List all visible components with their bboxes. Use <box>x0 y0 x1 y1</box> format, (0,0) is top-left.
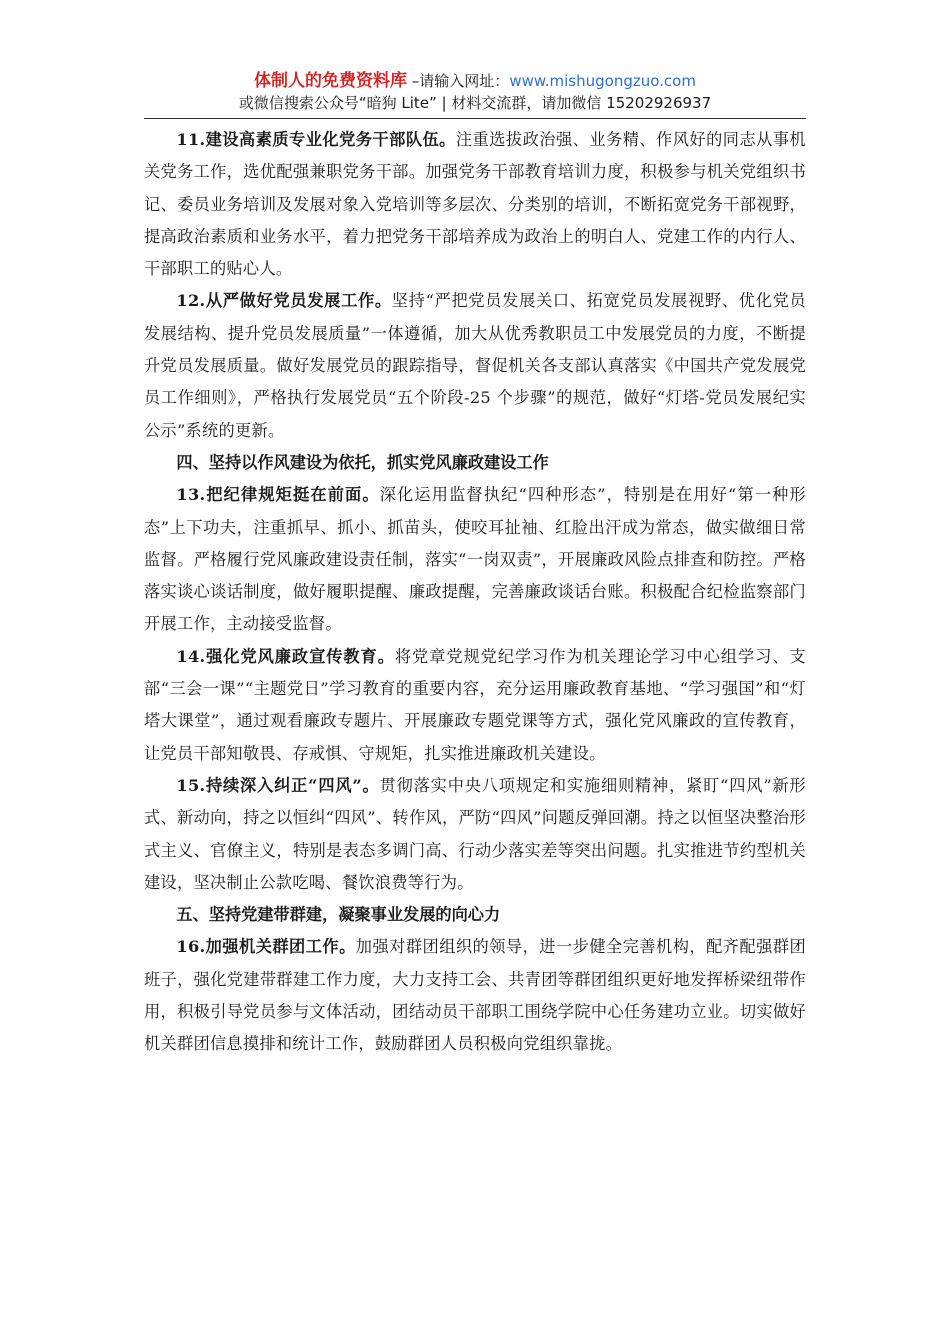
paragraph-title: 14.强化党风廉政宣传教育。 <box>176 646 395 666</box>
paragraph-title: 16.加强机关群团工作。 <box>176 937 356 957</box>
paragraph-title: 13.把纪律规矩挺在前面。 <box>176 485 380 505</box>
paragraph-15 <box>144 770 806 899</box>
paragraph-12 <box>144 285 806 446</box>
paragraph-title: 11.建设高素质专业化党务干部队伍。 <box>176 130 456 149</box>
paragraph-14 <box>144 641 806 770</box>
paragraph-text: 将党章党规党纪学习作为机关理论学习中心组学习、支部“三会一课”“主题党日”学习教育的重要内容，充分运用廉政教育基地、“学习强国”和“灯塔大课堂”，通过观看廉政专题片、开展廉政专题党课等方式，强化党风廉政的宣传教育，让党员干部知敬畏、存戒惧、守规矩，扎实推进廉政机关建设。 <box>144 646 806 763</box>
paragraph-text: 注重选拔政治强、业务精、作风好的同志从事机关党务工作，选优配强兼职党务干部。加强党务干部教育培训力度，积极参与机关党组织书记、委员业务培训及发展对象入党培训等多层次、分类别的培训，不断拓宽党务干部视野，提高政治素质和业务水平，着力把党务干部培养成为政治上的明白人、党建工作的内行人、干部职工的贴心人。 <box>144 130 806 279</box>
paragraph-16 <box>144 931 806 1060</box>
header-line-2: 或微信搜索公众号“暗狗 Lite” | 材料交流群，请加微信 15202926937 <box>238 94 712 112</box>
site-url-link[interactable]: www.mishugongzuo.com <box>509 72 696 90</box>
paragraph-text: 加强对群团组织的领导，进一步健全完善机构，配齐配强群团班子，强化党建带群建工作力度，大力支持工会、共青团等群团组织更好地发挥桥梁纽带作用，积极引导党员参与文体活动，团结动员干部职工围绕学院中心任务建功立业。切实做好机关群团信息摸排和统计工作，鼓励群团人员积极向党组织靠拢。 <box>144 937 806 1054</box>
paragraph-text: 深化运用监督执纪“四种形态”，特别是在用好“第一种形态”上下功夫，注重抓早、抓小、抓苗头，使咬耳扯袖、红脸出汗成为常态，做实做细日常监督。严格履行党风廉政建设责任制，落实“一岗双责”，开展廉政风险点排查和防控。严格落实谈心谈话制度，做好履职提醒、廉政提醒，完善廉政谈话台账。积极配合纪检监察部门开展工作，主动接受监督。 <box>144 485 806 634</box>
section-heading-4: 四、坚持以作风建设为依托，抓实党风廉政建设工作 <box>176 452 549 472</box>
page-header <box>144 70 806 114</box>
document-body <box>144 124 806 1061</box>
section-heading-5: 五、坚持党建带群建，凝聚事业发展的向心力 <box>176 905 501 925</box>
paragraph-text: 坚持“严把党员发展关口、拓宽党员发展视野、优化党员发展结构、提升党员发展质量”一体遵循，加大从优秀教职员工中发展党员的力度，不断提升党员发展质量。做好发展党员的跟踪指导，督促机关各支部认真落实《中国共产党发展党员工作细则》，严格执行发展党员“五个阶段-25 个步骤”的规范，做好“灯塔-党员发展纪实公示”系统的更新。 <box>144 291 806 440</box>
header-divider <box>144 118 806 119</box>
paragraph-13 <box>144 479 806 640</box>
header-line-1 <box>144 70 806 92</box>
paragraph-11 <box>144 124 806 285</box>
paragraph-title: 12.从严做好党员发展工作。 <box>176 291 392 311</box>
paragraph-text: 贯彻落实中央八项规定和实施细则精神，紧盯“四风”新形式、新动向，持之以恒纠“四风”、转作风，严防“四风”问题反弹回潮。持之以恒坚决整治形式主义、官僚主义，特别是表态多调门高、行动少落实差等突出问题。扎实推进节约型机关建设，坚决制止公款吃喝、餐饮浪费等行为。 <box>144 775 806 892</box>
site-name: 体制人的免费资料库 <box>254 71 408 91</box>
paragraph-title: 15.持续深入纠正“四风”。 <box>176 775 380 795</box>
url-prompt: –请输入网址： <box>407 72 510 90</box>
